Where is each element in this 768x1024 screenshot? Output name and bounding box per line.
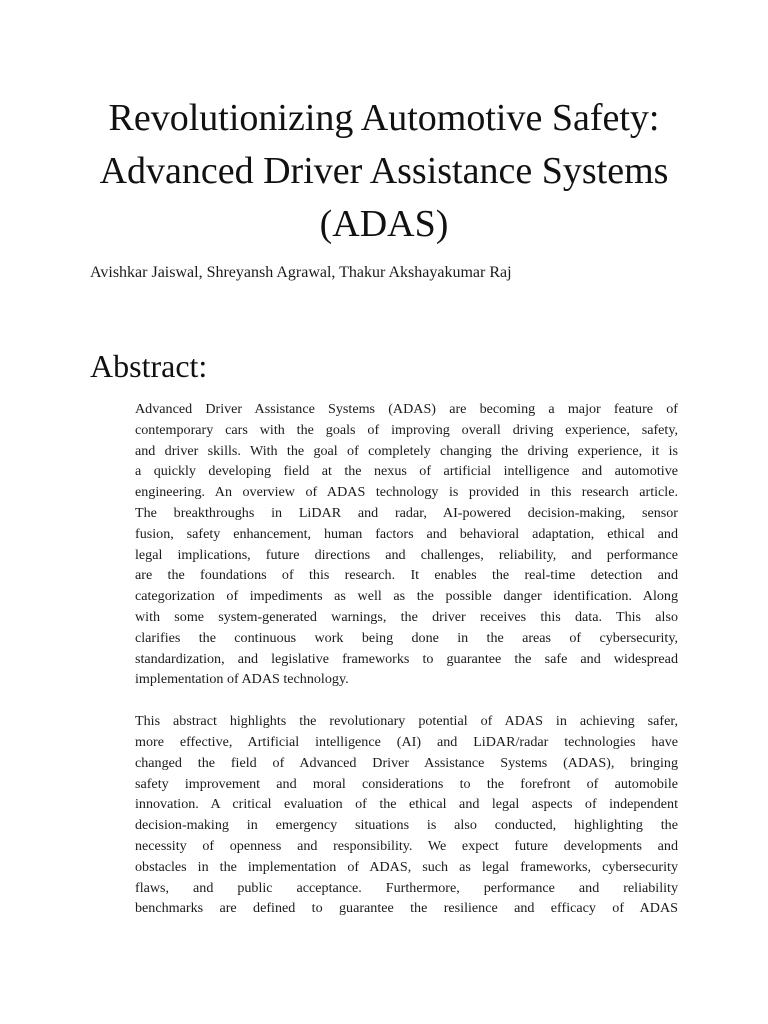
text-line: This abstract highlights the revolutionary potential of ADAS in achieving safer,: [135, 713, 678, 730]
author-list: Avishkar Jaiswal, Shreyansh Agrawal, Thakur Akshayakumar Raj: [90, 264, 512, 281]
text-line: contemporary cars with the goals of improving overall driving experience, safety,: [135, 421, 678, 438]
text-line: with some system-generated warnings, the driver receives this data. This also: [135, 608, 678, 625]
text-line: legal implications, future directions and challenges, reliability, and performance: [135, 546, 678, 563]
abstract-heading: Abstract:: [90, 348, 208, 384]
text-line: innovation. A critical evaluation of the ethical and legal aspects of independent: [135, 796, 678, 813]
text-line: a quickly developing field at the nexus of artificial intelligence and automotive: [135, 463, 678, 480]
abstract-body: [135, 399, 678, 940]
abstract-paragraph-1: [135, 399, 678, 690]
title-line: Revolutionizing Automotive Safety:: [108, 97, 660, 139]
text-line: decision-making in emergency situations is also conducted, highlighting the: [135, 817, 678, 834]
text-line: flaws, and public acceptance. Furthermore, performance and reliability: [135, 879, 678, 896]
text-line: and driver skills. With the goal of completely changing the driving experience, it is: [135, 442, 678, 459]
text-line: The breakthroughs in LiDAR and radar, AI-powered decision-making, sensor: [135, 504, 678, 521]
text-line: standardization, and legislative frameworks to guarantee the safe and widespread: [135, 650, 678, 667]
text-line: categorization of impediments as well as the possible danger identification. Along: [135, 588, 678, 605]
text-line: implementation of ADAS technology.: [135, 671, 349, 688]
abstract-paragraph-2: [135, 711, 678, 919]
text-line: benchmarks are defined to guarantee the resilience and efficacy of ADAS: [135, 900, 678, 917]
text-line: clarifies the continuous work being done in the areas of cybersecurity,: [135, 629, 678, 646]
text-line: safety improvement and moral considerations to the forefront of automobile: [135, 775, 678, 792]
title-line: (ADAS): [319, 203, 449, 245]
text-line: changed the field of Advanced Driver Assistance Systems (ADAS), bringing: [135, 754, 678, 771]
text-line: obstacles in the implementation of ADAS, such as legal frameworks, cybersecurity: [135, 858, 678, 875]
text-line: fusion, safety enhancement, human factors and behavioral adaptation, ethical and: [135, 525, 678, 542]
text-line: necessity of openness and responsibility. We expect future developments and: [135, 837, 678, 854]
paper-title: [40, 92, 728, 251]
text-line: are the foundations of this research. It enables the real-time detection and: [135, 567, 678, 584]
text-line: Advanced Driver Assistance Systems (ADAS) are becoming a major feature of: [135, 401, 678, 417]
title-line: Advanced Driver Assistance Systems: [99, 150, 669, 192]
text-line: more effective, Artificial intelligence (AI) and LiDAR/radar technologies have: [135, 733, 678, 750]
text-line: engineering. An overview of ADAS technology is provided in this research article.: [135, 484, 678, 501]
